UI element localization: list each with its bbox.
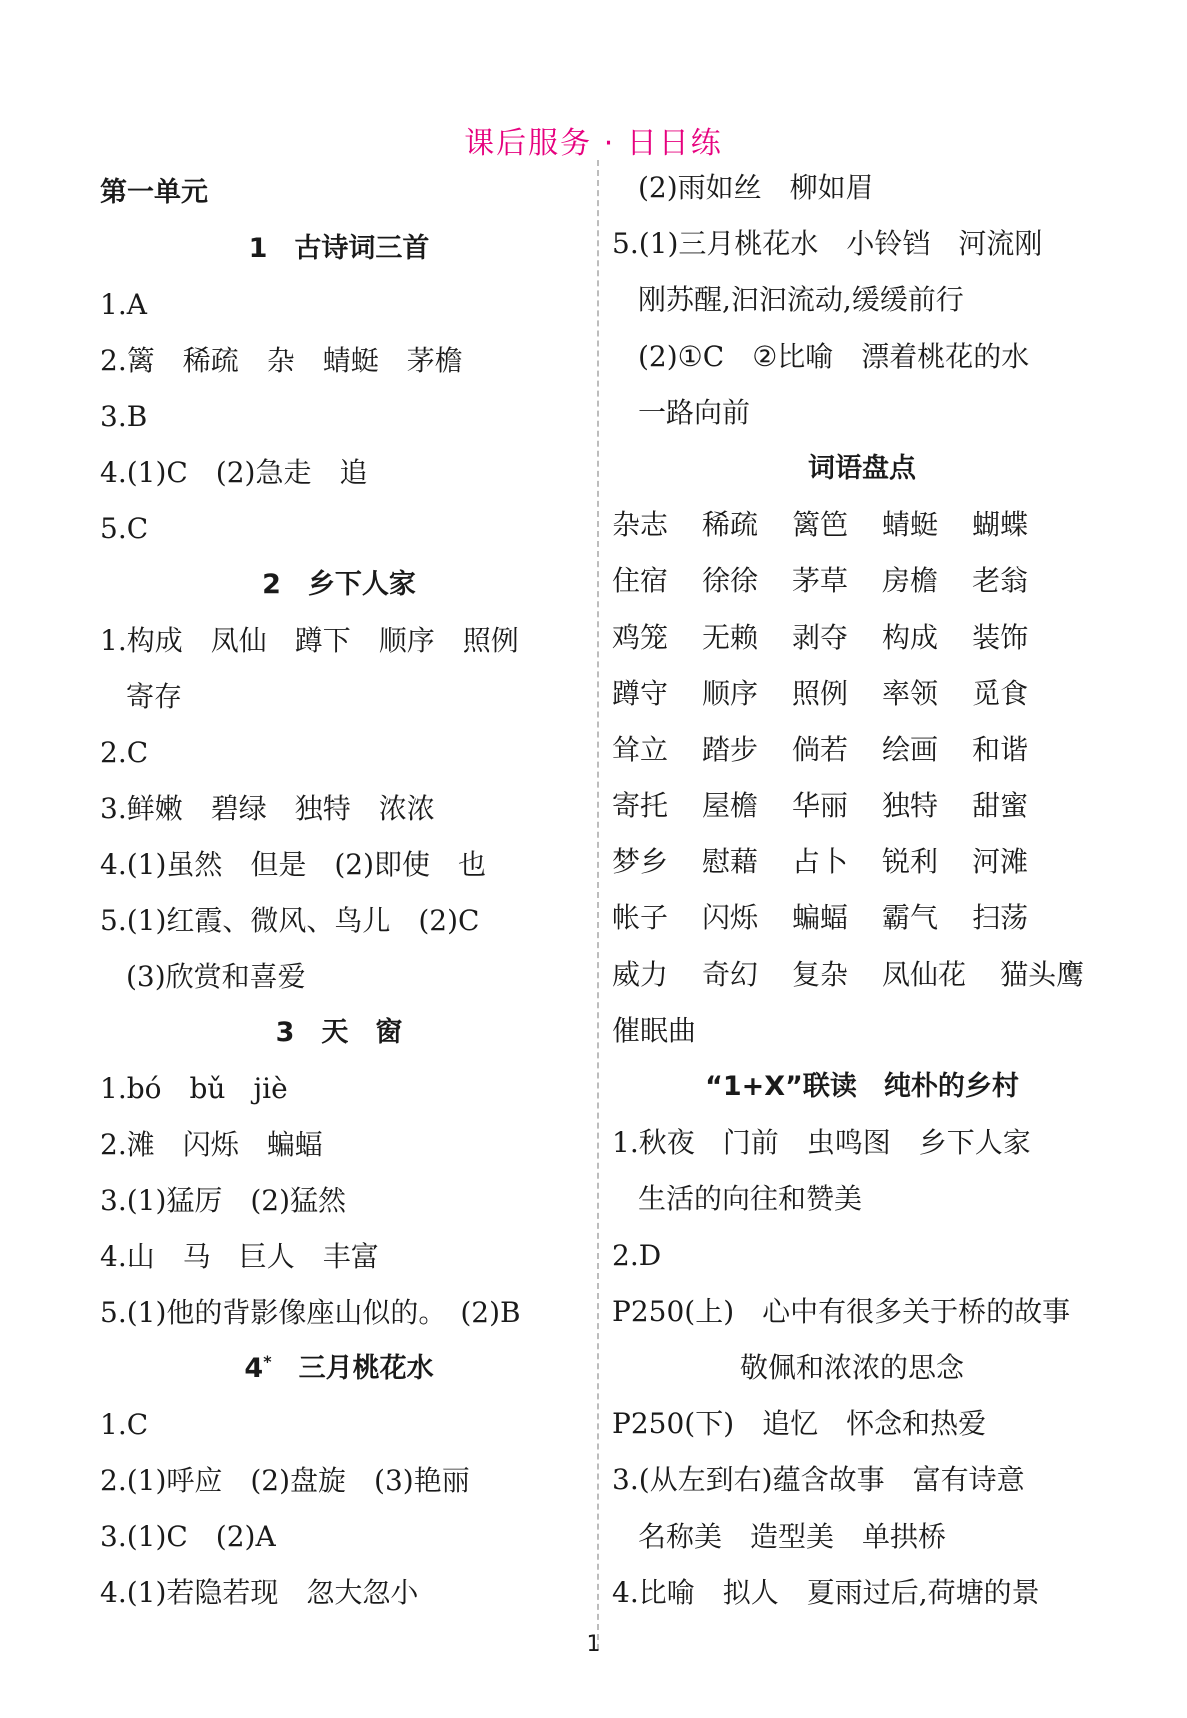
answer-line: 生活的向往和赞美: [638, 1182, 863, 1216]
vocab-row: [612, 1003, 1112, 1059]
vocab-word: 觅食: [972, 676, 1029, 710]
vocab-row: [612, 834, 1112, 890]
answer-line: (2)雨如丝 柳如眉: [638, 171, 874, 204]
unit-title: 第一单元: [100, 177, 208, 208]
vocab-word: 剥夺: [792, 620, 849, 654]
answer-line: P250(上) 心中有很多关于桥的故事: [612, 1294, 1071, 1328]
vocab-row: [612, 553, 1112, 609]
vocab-word: 猫头鹰: [1000, 957, 1085, 991]
answer-line: 3.鲜嫩 碧绿 独特 浓浓: [100, 792, 435, 825]
vocab-word: 稀疏: [702, 508, 759, 542]
vocab-word: 华丽: [792, 789, 849, 823]
vocab-word: 扫荡: [972, 901, 1029, 935]
vocab-row: [612, 610, 1112, 666]
answer-line: 1.C: [100, 1408, 149, 1441]
answer-line: 1.A: [100, 288, 147, 321]
answer-line: (2)①C ②比喻 漂着桃花的水: [638, 339, 1030, 373]
answer-line: 5.(1)三月桃花水 小铃铛 河流刚: [612, 227, 1043, 261]
vocab-row: [612, 947, 1112, 1003]
vocab-word: 和谐: [972, 732, 1029, 766]
vocab-word: 装饰: [972, 620, 1029, 654]
answer-line: 4.(1)虽然 但是 (2)即使 也: [100, 848, 487, 881]
answer-line: 名称美 造型美 单拱桥: [638, 1519, 947, 1553]
left-column: [100, 165, 578, 1621]
vocab-title: 词语盘点: [808, 452, 916, 484]
vocab-word: 踏步: [702, 732, 759, 766]
vocab-word: 独特: [882, 789, 939, 823]
vocab-word: 篱笆: [792, 508, 849, 542]
answer-line: 敬佩和浓浓的思念: [740, 1350, 965, 1384]
answer-line: 1.构成 凤仙 蹲下 顺序 照例: [100, 624, 519, 657]
answer-line: 一路向前: [638, 395, 751, 429]
vocab-word: 凤仙花: [882, 957, 967, 991]
vocab-word: 闪烁: [702, 901, 759, 935]
column-divider: [597, 160, 599, 1650]
answer-line: 3.B: [100, 400, 148, 433]
section-name: 三月桃花水: [271, 1353, 434, 1384]
answer-line: 3.(从左到右)蕴含故事 富有诗意: [612, 1463, 1025, 1497]
vocab-grid: [612, 497, 1112, 1059]
optional-mark: *: [263, 1352, 272, 1371]
page-number: 1: [586, 1632, 601, 1657]
vocab-word: 蝴蝶: [972, 508, 1029, 542]
vocab-word: 茅草: [792, 564, 849, 598]
section-title-1: 1 古诗词三首: [248, 233, 430, 264]
answer-line: 2.D: [612, 1238, 662, 1272]
answer-line: P250(下) 追忆 怀念和热爱: [612, 1407, 987, 1441]
vocab-word: 无赖: [702, 620, 759, 654]
vocab-word: 徐徐: [702, 564, 759, 598]
vocab-word: 绘画: [882, 732, 939, 766]
vocab-word: 倘若: [792, 732, 849, 766]
vocab-word: 锐利: [882, 845, 939, 879]
section-number: 4: [244, 1353, 264, 1384]
vocab-row: [612, 666, 1112, 722]
vocab-row: [612, 890, 1112, 946]
answer-line: 4.山 马 巨人 丰富: [100, 1240, 379, 1273]
vocab-word: 蹲守: [612, 676, 669, 710]
answer-line: 3.(1)猛厉 (2)猛然: [100, 1184, 347, 1217]
answer-line: 4.(1)若隐若现 忽大忽小: [100, 1576, 419, 1609]
vocab-word: 甜蜜: [972, 789, 1029, 823]
vocab-word: 房檐: [882, 564, 939, 598]
vocab-word: 率领: [882, 676, 939, 710]
answer-line: 刚苏醒,汩汩流动,缓缓前行: [638, 283, 964, 317]
vocab-word: 构成: [882, 620, 939, 654]
vocab-word: 占卜: [792, 845, 849, 879]
vocab-word: 蜻蜓: [882, 508, 939, 542]
answer-line: 1.秋夜 门前 虫鸣图 乡下人家: [612, 1126, 1031, 1160]
answer-line: 2.(1)呼应 (2)盘旋 (3)艳丽: [100, 1464, 470, 1497]
vocab-word: 寄托: [612, 789, 669, 823]
vocab-word: 住宿: [612, 564, 669, 598]
answer-line: 2.滩 闪烁 蝙蝠: [100, 1128, 323, 1161]
answer-line: 2.篱 稀疏 杂 蜻蜓 茅檐: [100, 344, 463, 377]
answer-line: 5.(1)他的背影像座山似的。 (2)B: [100, 1296, 521, 1329]
vocab-word: 屋檐: [702, 789, 759, 823]
answer-line: 4.比喻 拟人 夏雨过后,荷塘的景: [612, 1575, 1040, 1609]
vocab-word: 慰藉: [702, 845, 759, 879]
vocab-word: 威力: [612, 957, 669, 991]
vocab-row: [612, 722, 1112, 778]
section-title-2: 2 乡下人家: [262, 569, 416, 600]
vocab-word: 奇幻: [702, 957, 759, 991]
vocab-word: 复杂: [792, 957, 849, 991]
vocab-word: 照例: [792, 676, 849, 710]
lian-du-title: “1+X”联读 纯朴的乡村: [705, 1071, 1019, 1102]
vocab-word: 霸气: [882, 901, 939, 935]
vocab-word: 催眠曲: [612, 1013, 697, 1047]
vocab-word: 老翁: [972, 564, 1029, 598]
vocab-word: 蝙蝠: [792, 901, 849, 935]
right-column: [612, 160, 1112, 1621]
vocab-row: [612, 497, 1112, 553]
vocab-word: 梦乡: [612, 845, 669, 879]
vocab-word: 河滩: [972, 845, 1029, 879]
vocab-word: 鸡笼: [612, 620, 669, 654]
answer-line: 5.C: [100, 512, 149, 545]
answer-line: 寄存: [126, 680, 183, 713]
section-title-4: [100, 1341, 578, 1397]
vocab-word: 耸立: [612, 732, 669, 766]
answer-line: 4.(1)C (2)急走 追: [100, 456, 368, 489]
vocab-word: 顺序: [702, 676, 759, 710]
answer-line: 5.(1)红霞、微风、鸟儿 (2)C: [100, 904, 480, 937]
page-header: 课后服务 · 日日练: [464, 126, 723, 161]
answer-line: 3.(1)C (2)A: [100, 1520, 276, 1553]
answer-line: 2.C: [100, 736, 149, 769]
vocab-word: 帐子: [612, 901, 669, 935]
vocab-word: 杂志: [612, 508, 669, 542]
answer-line: (3)欣赏和喜爱: [126, 960, 306, 993]
answer-line: 1.bó bǔ jiè: [100, 1072, 288, 1105]
section-title-3: 3 天 窗: [275, 1017, 403, 1048]
vocab-row: [612, 778, 1112, 834]
